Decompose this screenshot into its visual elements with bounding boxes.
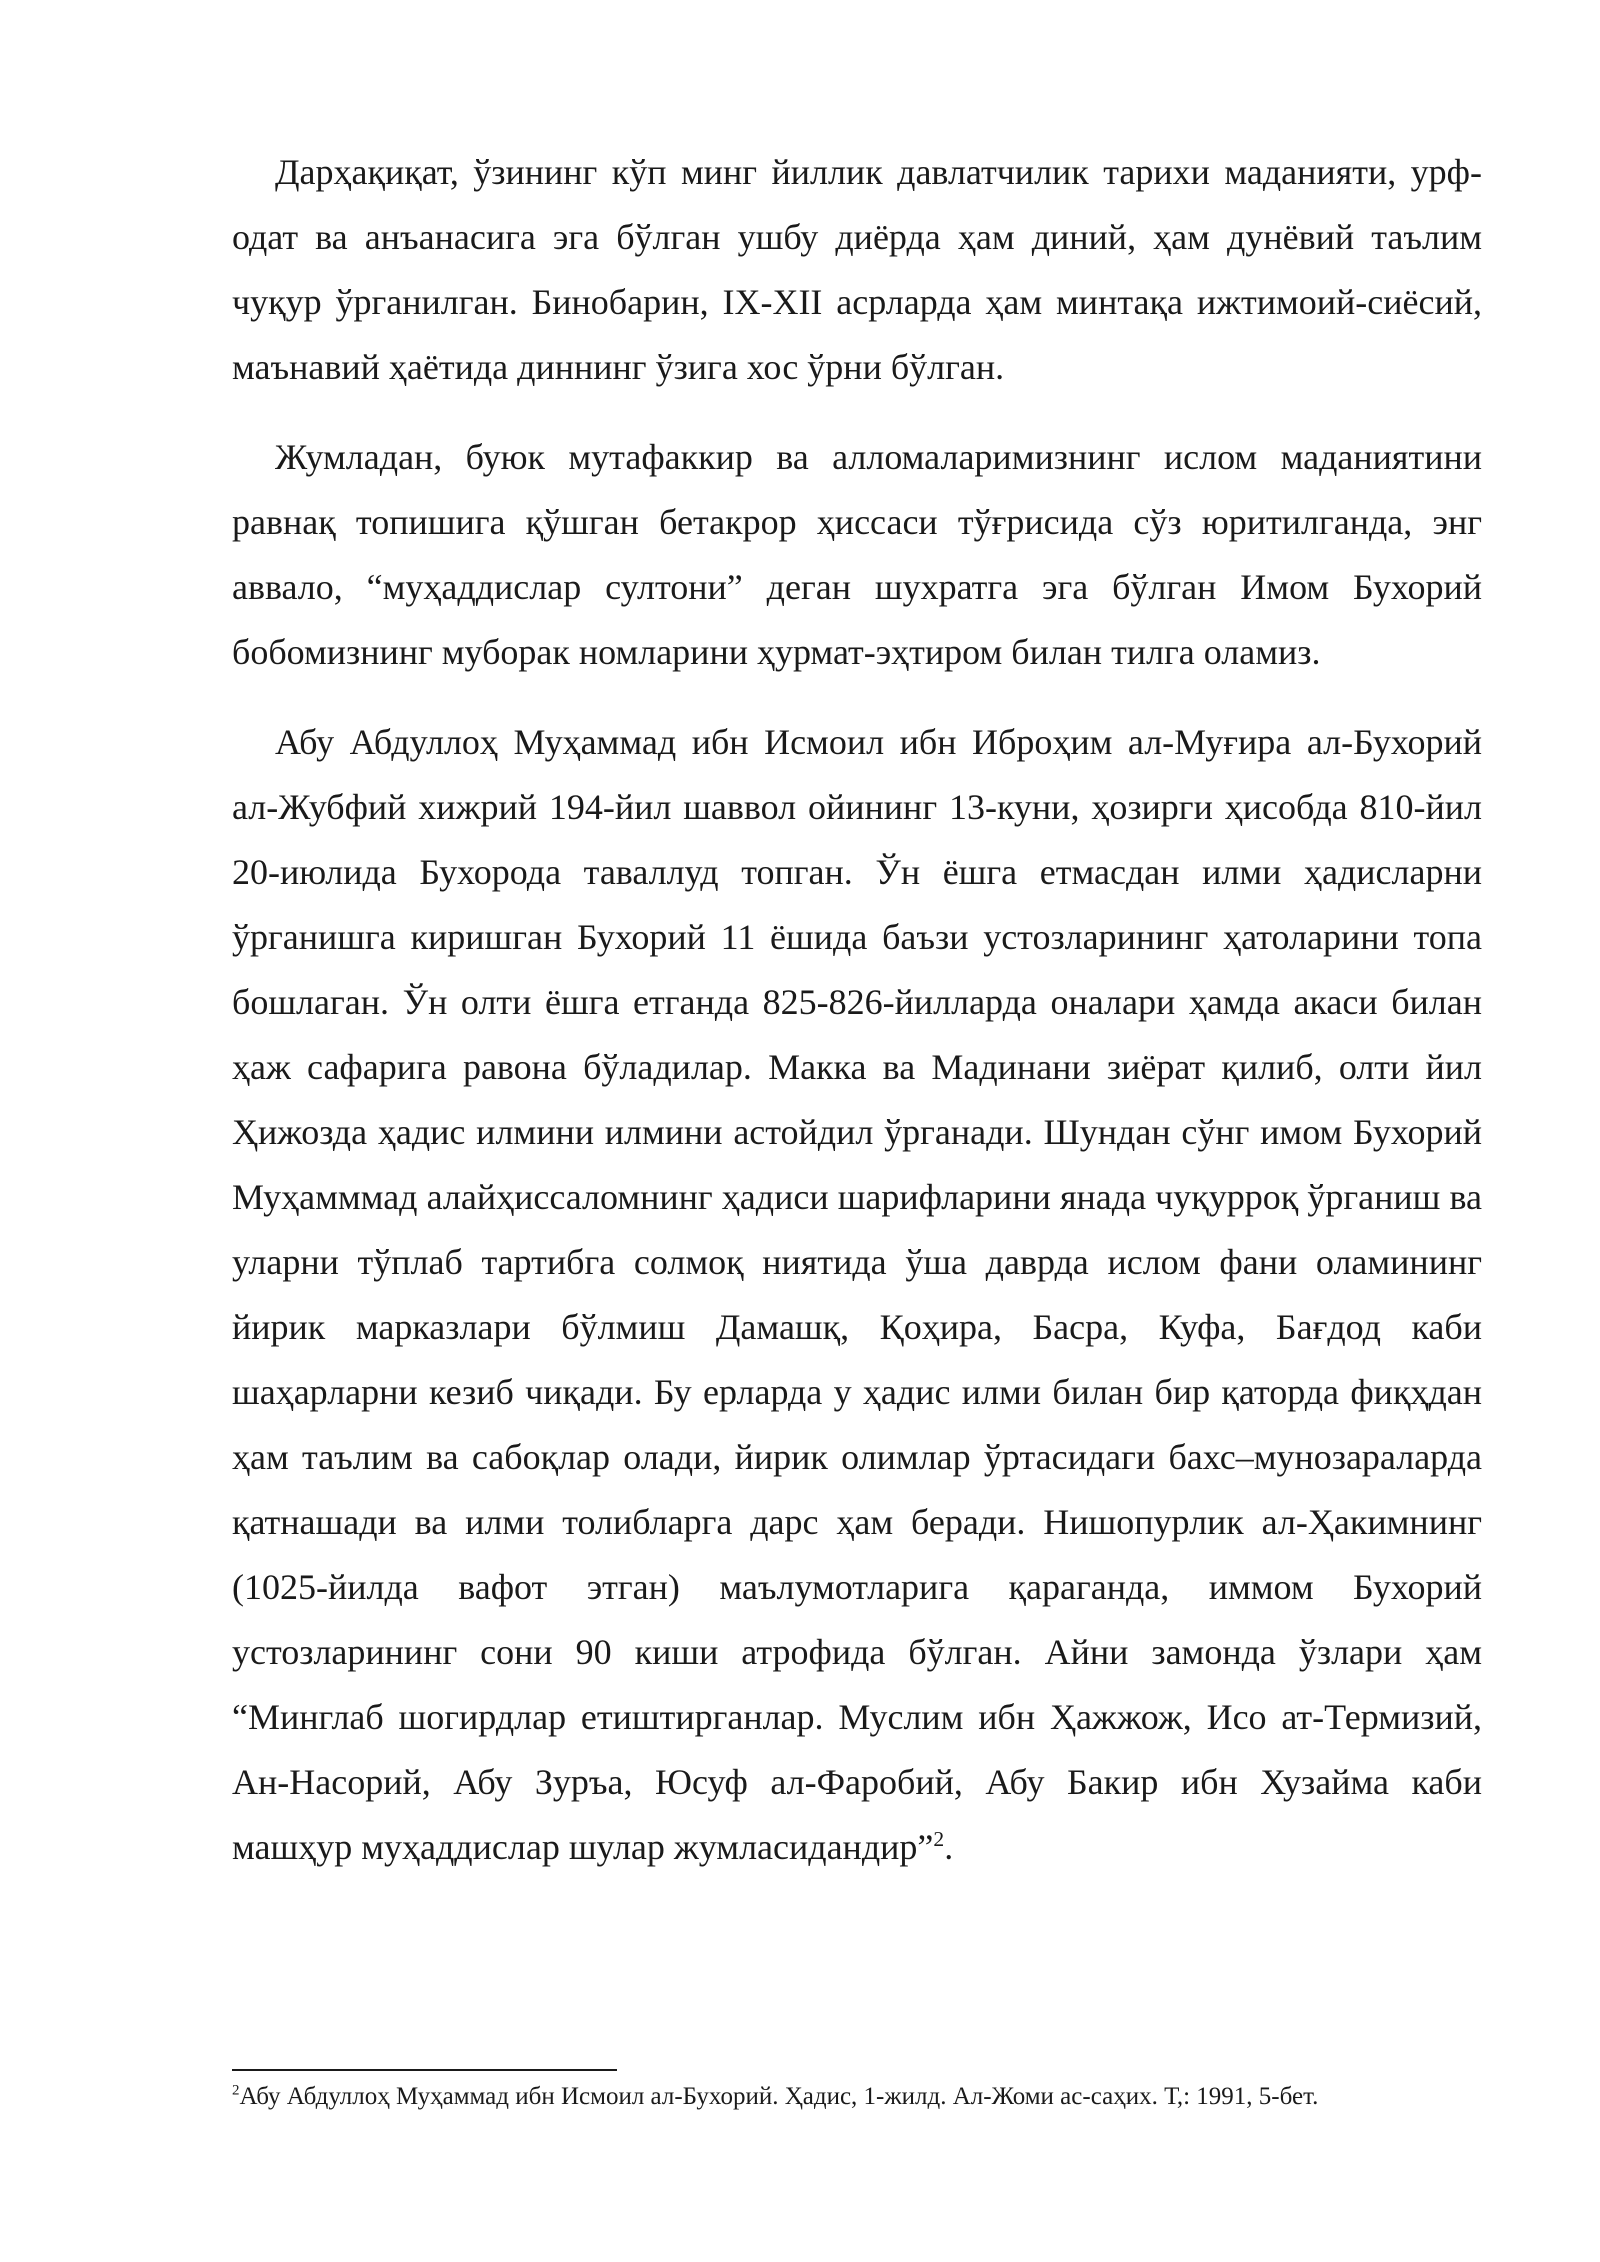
- footnote-number: 2: [232, 2082, 240, 2099]
- footnote: [232, 2080, 1482, 2114]
- footnote-text: Абу Абдуллоҳ Муҳаммад ибн Исмоил ал-Бухорий. Ҳадис, 1-жилд. Ал-Жоми ас-саҳих. Т,: 1991, 5-бет.: [239, 2083, 1319, 2110]
- paragraph-1: Дарҳақиқат, ўзининг кўп минг йиллик давлатчилик тарихи маданияти, урф-одат ва анъанасига эга бўлган ушбу диёрда ҳам диний, ҳам дунёвий таълим чуқур ўрганилган. Бинобарин, IX-XII асрларда ҳам минтақа ижтимоий-сиёсий, маънавий ҳаётида диннинг ўзига хос ўрни бўлган.: [232, 152, 1482, 387]
- paragraph-2: Жумладан, буюк мутафаккир ва алломаларимизнинг ислом маданиятини равнақ топишига қўшган бетакрор ҳиссаси тўғрисида сўз юритилганда, энг аввало, “муҳаддислар султони” деган шухратга эга бўлган Имом Бухорий бобомизнинг муборак номларини ҳурмат-эҳтиром билан тилга оламиз.: [232, 437, 1482, 672]
- footnote-separator: [232, 2069, 617, 2071]
- footnote-reference[interactable]: 2: [933, 1827, 945, 1851]
- paragraph-3: Абу Абдуллоҳ Муҳаммад ибн Исмоил ибн Иброҳим ал-Муғира ал-Бухорий ал-Жубфий хижрий 194-йил шаввол ойининг 13-куни, ҳозирги ҳисобда 810-йил 20-июлида Бухорода таваллуд топган. Ўн ёшга етмасдан илми ҳадисларни ўрганишга киришган Бухорий 11 ёшида баъзи устозларининг ҳатоларини топа бошлаган. Ўн олти ёшга етганда 825-826-йилларда оналари ҳамда акаси билан ҳаж сафарига равона бўладилар. Макка ва Мадинани зиёрат қилиб, олти йил Ҳижозда ҳадис илмини илмини астойдил ўрганади. Шундан сўнг имом Бухорий Муҳамммад алайҳиссаломнинг ҳадиси шарифларини янада чуқурроқ ўрганиш ва уларни тўплаб тартибга солмоқ ниятида ўша даврда ислом фани оламининг йирик марказлари бўлмиш Дамашқ, Қоҳира, Басра, Куфа, Бағдод каби шаҳарларни кезиб чиқади. Бу ерларда у ҳадис илми билан бир қаторда фиқҳдан ҳам таълим ва сабоқлар олади, йирик олимлар ўртасидаги бахс–мунозараларда қатнашади ва илми толибларга дарс ҳам беради. Нишопурлик ал-Ҳакимнинг (1025-йилда вафот этган) маълумотларига қараганда, иммом Бухорий устозларининг сони 90 киши атрофида бўлган. Айни замонда ўзлари ҳам “Минглаб шогирдлар етиштирганлар. Муслим ибн Ҳажжож, Исо ат-Термизий, Ан-Насорий, Абу Зуръа, Юсуф ал-Фаробий, Абу Бакир ибн Хузайма каби машҳур муҳаддислар шулар жумласидандир”$^2$.: [232, 722, 1482, 1867]
- document-body: [232, 140, 1482, 1905]
- paragraph-3-text: Абу Абдуллоҳ Муҳаммад ибн Исмоил ибн Иброҳим ал-Муғира ал-Бухорий ал-Жубфий хижрий 194-йил шаввол ойининг 13-куни, ҳозирги ҳисобда 810-йил 20-июлида Бухорода таваллуд топган. Ўн ёшга етмасдан илми ҳадисларни ўрганишга киришган Бухорий 11 ёшида баъзи устозларининг ҳатоларини топа бошлаган. Ўн олти ёшга етганда 825-826-йилларда оналари ҳамда акаси билан ҳаж сафарига равона бўладилар. Макка ва Мадинани зиёрат қилиб, олти йил Ҳижозда ҳадис илмини илмини астойдил ўрганади. Шундан сўнг имом Бухорий Муҳамммад алайҳиссаломнинг ҳадиси шарифларини янада чуқурроқ ўрганиш ва уларни тўплаб тартибга солмоқ ниятида ўша даврда ислом фани оламининг йирик марказлари бўлмиш Дамашқ, Қоҳира, Басра, Куфа, Бағдод каби шаҳарларни кезиб чиқади. Бу ерларда у ҳадис илми билан бир қаторда фиқҳдан ҳам таълим ва сабоқлар олади, йирик олимлар ўртасидаги бахс–мунозараларда қатнашади ва илми толибларга дарс ҳам беради. Нишопурлик ал-Ҳакимнинг (1025-йилда вафот этган) маълумотларига қараганда, иммом Бухорий устозларининг сони 90 киши атрофида бўлган. Айни замонда ўзлари ҳам “Минглаб шогирдлар етиштирганлар. Муслим ибн Ҳажжож, Исо ат-Термизий, Ан-Насорий, Абу Зуръа, Юсуф ал-Фаробий, Абу Бакир ибн Хузайма каби машҳур муҳаддислар шулар жумласидандир”: [232, 722, 1482, 1867]
